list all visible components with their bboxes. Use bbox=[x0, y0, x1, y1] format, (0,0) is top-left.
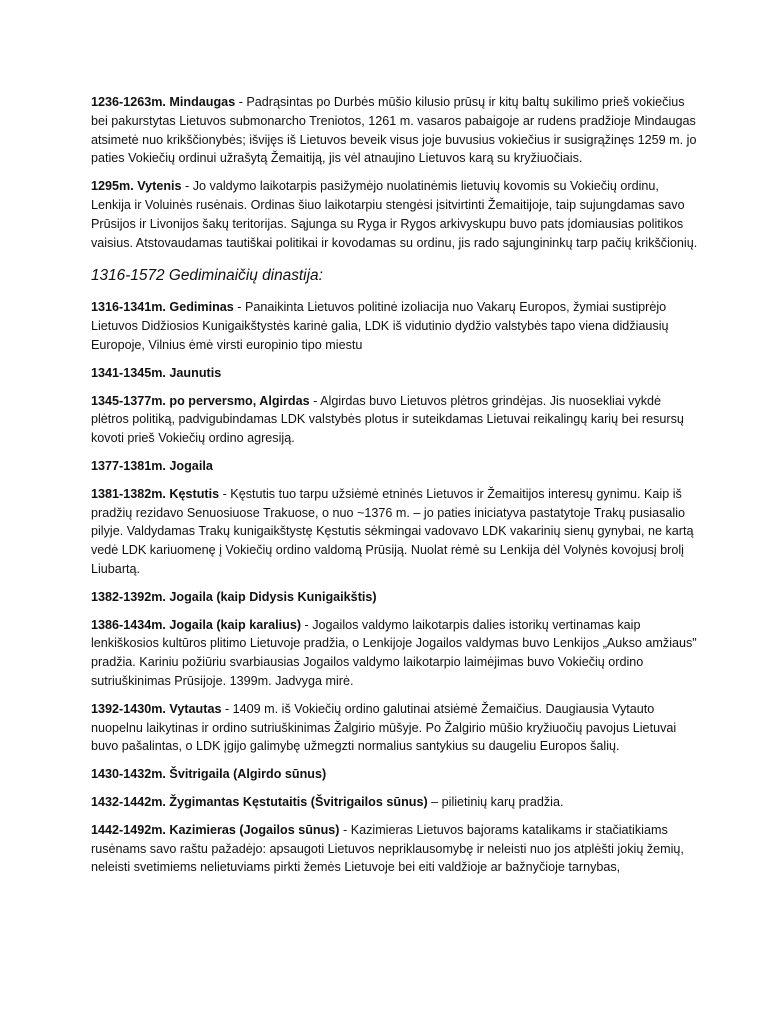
entry-jogaila-duke bbox=[91, 588, 702, 607]
entry-head: 1386-1434m. Jogaila (kaip karalius) bbox=[91, 617, 302, 632]
entry-head: 1316-1341m. Gediminas bbox=[91, 300, 234, 315]
entry-head: 1295m. Vytenis bbox=[91, 179, 182, 194]
entry-text: - Jo valdymo laikotarpis pasižymėjo nuolatinėmis lietuvių kovomis su Vokiečių ordinu, Lenkija ir Voluinės rusėnais. Ordinas šiuo laikotarpiu stengėsi įsitvirtinti Žemaitijoje, taip sujungdamas savo Prūsijos ir Livonijos šakų teritorijas. Sąjunga su Ryga ir Rygos arkivyskupu buvo pats įdomiausias politikos vaisius. Atstovaudamas tautiškai politikai ir kovodamas su ordinu, jis rado sąjungininkų tarp pačių krikščionių. bbox=[91, 179, 698, 250]
entry-algirdas bbox=[91, 392, 702, 448]
entry-text: - Padrąsintas po Durbės mūšio kilusio prūsų ir kitų baltų sukilimo prieš vokiečius bei pakurstytas Lietuvos submonarcho Treniotos, 1261 m. vasaros pabaigoje ar rudens pradžioje Mindaugas atsimetė nuo krikščionybės; išvijęs iš Lietuvos beveik visus joje buvusius vokiečius ir susigrąžinęs 1259 m. jo paties Vokiečių ordinui užrašytą Žemaitiją, jis vėl atnaujino Lietuvos karą su kryžiuočiais. bbox=[91, 95, 697, 166]
entry-text: - Panaikinta Lietuvos politinė izoliacija nuo Vakarų Europos, žymiai sustiprėjo Lietuvos Didžiosios Kunigaikštystės karinė galia, LDK iš vidutinio dydžio valstybės tapo viena didžiausių Europoje, Vilnius ėmė virsti europinio tipo miestu bbox=[91, 300, 669, 352]
entry-head: 1381-1382m. Kęstutis bbox=[91, 486, 220, 501]
entry-kestutis bbox=[91, 485, 702, 579]
entry-vytenis bbox=[91, 177, 702, 252]
entry-head: 1377-1381m. Jogaila bbox=[91, 458, 213, 473]
entry-text: – pilietinių karų pradžia. bbox=[427, 794, 564, 809]
entry-jaunutis bbox=[91, 364, 702, 383]
entry-zygimantas bbox=[91, 793, 702, 812]
entry-text: - Jogailos valdymo laikotarpis dalies istorikų vertinamas kaip lenkiškosios kultūros plitimo Lietuvoje pradžia, o Lenkijoje Jogailos valdymas buvo Lenkijos „Aukso amžiaus" pradžia. Kariniu požiūriu svarbiausias Jogailos valdymo laikotarpio laimėjimas buvo Vokiečių ordino sutriuškinimas Prūsijoje. 1399m. Jadvyga mirė. bbox=[91, 617, 697, 688]
entry-svitrigaila bbox=[91, 765, 702, 784]
entry-jogaila-king bbox=[91, 616, 702, 691]
entry-kazimieras bbox=[91, 821, 702, 877]
entry-head: 1382-1392m. Jogaila (kaip Didysis Kunigaikštis) bbox=[91, 589, 377, 604]
entry-text: - Kęstutis tuo tarpu užsiėmė etninės Lietuvos ir Žemaitijos interesų gynimu. Kaip iš pradžių rezidavo Senuosiuose Trakuose, o nuo ~1376 m. – jo paties iniciatyva pastatytoje Trakų pusiasalio pilyje. Valdydamas Trakų kunigaikštystę Kęstutis sėkmingai vadovavo LDK vakarinių sienų gynybai, ne kartą vedė LDK kariuomenę į Vokiečių ordino valdomą Prūsiją. Nuolat rėmė su Lenkija dėl Volynės kovojusį brolį Liubartą. bbox=[91, 486, 694, 576]
entry-jogaila bbox=[91, 457, 702, 476]
entry-head: 1341-1345m. Jaunutis bbox=[91, 365, 222, 380]
entry-head: 1442-1492m. Kazimieras (Jogailos sūnus) bbox=[91, 822, 340, 837]
entry-text: - Kazimieras Lietuvos bajorams katalikams ir stačiatikiams rusėnams savo raštu pažadėjo: apsaugoti Lietuvos nepriklausomybę ir neleisti nuo jos atplėšti jokių žemių, neleisti svetimiems nelietuviams pirkti žemės Lietuvoje bei eiti valdžioje ar bažnyčioje tarnybas, bbox=[91, 822, 684, 875]
entry-text: - 1409 m. iš Vokiečių ordino galutinai atsiėmė Žemaičius. Daugiausia Vytauto nuopelnu laikytinas ir ordino sutriuškinimas Žalgirio mūšyje. Po Žalgirio mūšio kryžiuočių pavojus Lietuvai buvo pašalintas, o LDK įgijo galimybę užmegzti normalius santykius su daugeliu Europos šalių. bbox=[91, 701, 677, 754]
entry-mindaugas bbox=[91, 93, 702, 168]
entry-vytautas bbox=[91, 700, 702, 756]
entry-text: - Algirdas buvo Lietuvos plėtros grindėjas. Jis nuosekliai vykdė plėtros politiką, padvigubindamas LDK valstybės plotus ir suteikdamas Lietuvai reikalingų karių bei resursų kovoti prieš Vokiečių ordino agresiją. bbox=[91, 393, 684, 446]
entry-head: 1345-1377m. po perversmo, Algirdas bbox=[91, 393, 310, 408]
entry-gediminas bbox=[91, 298, 702, 354]
entry-head: 1392-1430m. Vytautas bbox=[91, 701, 222, 716]
entry-head: 1432-1442m. Žygimantas Kęstutaitis (Švitrigailos sūnus) bbox=[91, 794, 428, 809]
entry-head: 1430-1432m. Švitrigaila (Algirdo sūnus) bbox=[91, 767, 327, 782]
section-heading: 1316-1572 Gediminaičių dinastija: bbox=[91, 267, 323, 285]
entry-head: 1236-1263m. Mindaugas bbox=[91, 95, 236, 109]
